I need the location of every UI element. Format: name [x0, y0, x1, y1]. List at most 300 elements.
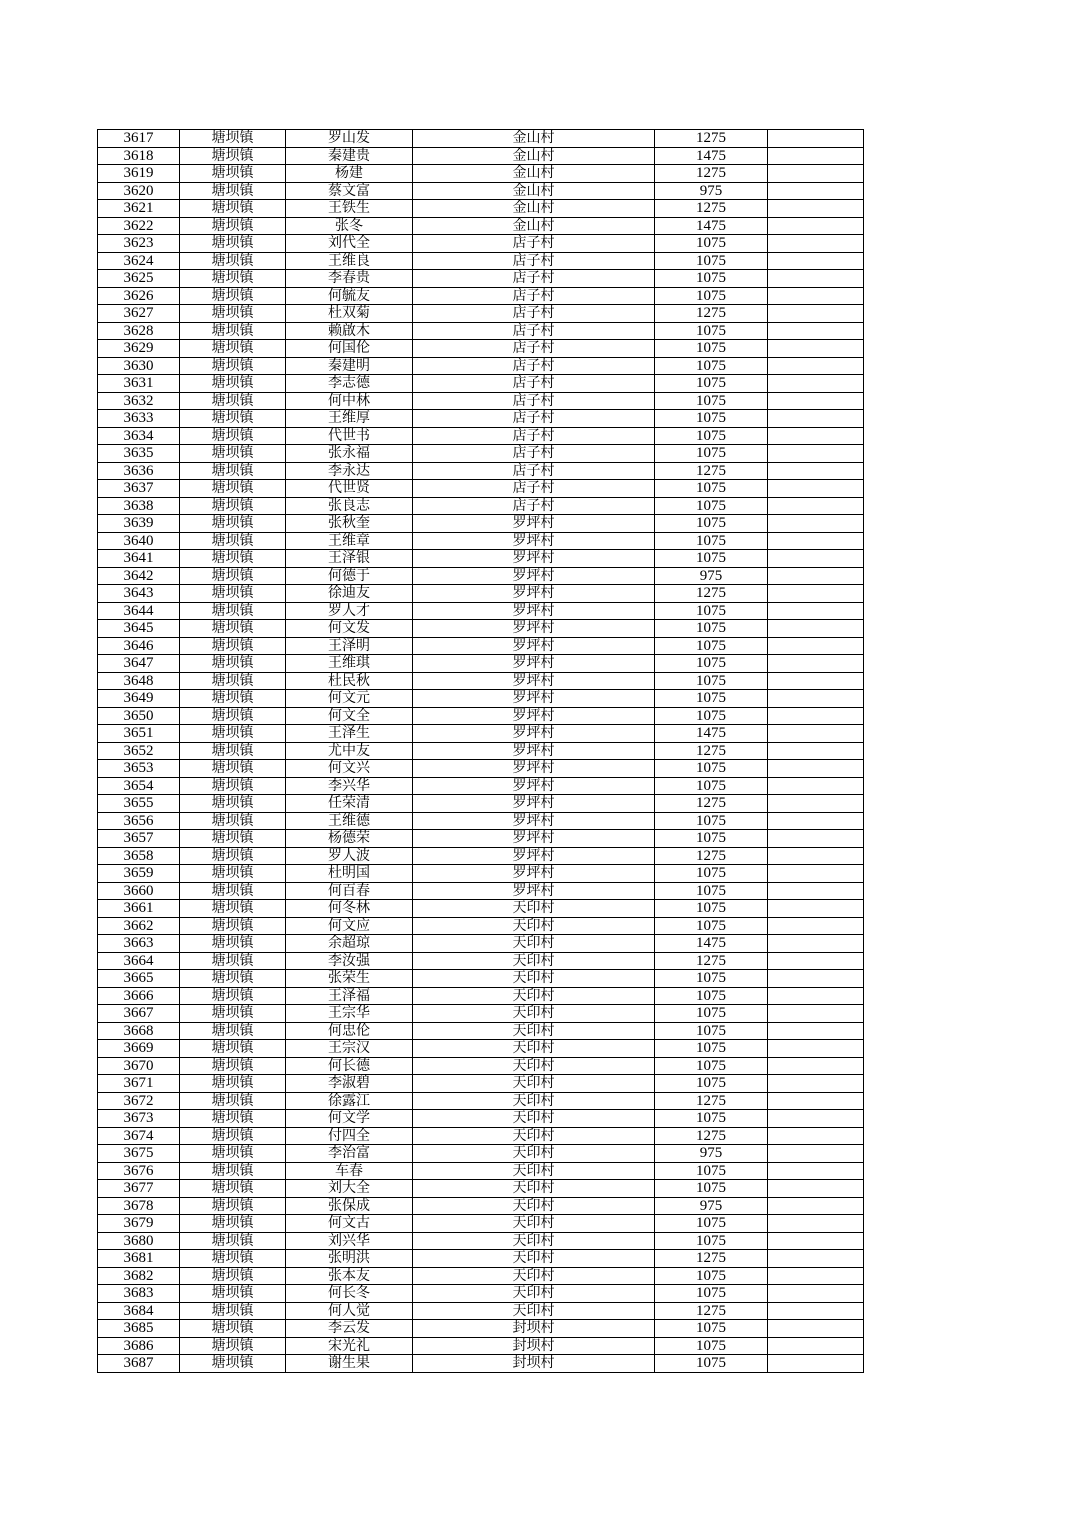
table-row	[98, 1197, 864, 1215]
table-row	[98, 935, 864, 953]
village-cell: 罗坪村	[413, 830, 655, 848]
remark-cell	[768, 392, 864, 410]
name-cell: 罗山发	[286, 130, 413, 148]
table-row	[98, 1267, 864, 1285]
serial-number-cell: 3647	[98, 655, 180, 673]
serial-number-cell: 3662	[98, 917, 180, 935]
town-cell: 塘坝镇	[180, 672, 286, 690]
town-cell: 塘坝镇	[180, 655, 286, 673]
village-cell: 店子村	[413, 357, 655, 375]
name-cell: 何冬林	[286, 900, 413, 918]
amount-cell: 1475	[655, 147, 768, 165]
town-cell: 塘坝镇	[180, 637, 286, 655]
town-cell: 塘坝镇	[180, 550, 286, 568]
name-cell: 王维琪	[286, 655, 413, 673]
name-cell: 何长冬	[286, 1285, 413, 1303]
name-cell: 杜民秋	[286, 672, 413, 690]
table-row	[98, 340, 864, 358]
remark-cell	[768, 585, 864, 603]
village-cell: 天印村	[413, 900, 655, 918]
name-cell: 尤中友	[286, 742, 413, 760]
serial-number-cell: 3627	[98, 305, 180, 323]
remark-cell	[768, 1215, 864, 1233]
name-cell: 代世贤	[286, 480, 413, 498]
amount-cell: 1075	[655, 532, 768, 550]
remark-cell	[768, 900, 864, 918]
village-cell: 封坝村	[413, 1337, 655, 1355]
town-cell: 塘坝镇	[180, 1320, 286, 1338]
name-cell: 蔡文富	[286, 182, 413, 200]
village-cell: 店子村	[413, 445, 655, 463]
amount-cell: 1275	[655, 462, 768, 480]
table-row	[98, 1302, 864, 1320]
serial-number-cell: 3683	[98, 1285, 180, 1303]
village-cell: 天印村	[413, 1145, 655, 1163]
village-cell: 金山村	[413, 130, 655, 148]
name-cell: 刘大全	[286, 1180, 413, 1198]
remark-cell	[768, 252, 864, 270]
town-cell: 塘坝镇	[180, 200, 286, 218]
remark-cell	[768, 322, 864, 340]
serial-number-cell: 3657	[98, 830, 180, 848]
name-cell: 何忠伦	[286, 1022, 413, 1040]
name-cell: 杜明国	[286, 865, 413, 883]
name-cell: 张秋奎	[286, 515, 413, 533]
town-cell: 塘坝镇	[180, 900, 286, 918]
name-cell: 刘代全	[286, 235, 413, 253]
table-row	[98, 550, 864, 568]
remark-cell	[768, 130, 864, 148]
amount-cell: 1075	[655, 655, 768, 673]
serial-number-cell: 3656	[98, 812, 180, 830]
village-cell: 罗坪村	[413, 690, 655, 708]
town-cell: 塘坝镇	[180, 130, 286, 148]
remark-cell	[768, 287, 864, 305]
table-row	[98, 147, 864, 165]
amount-cell: 1075	[655, 1337, 768, 1355]
table-row	[98, 1075, 864, 1093]
village-cell: 罗坪村	[413, 865, 655, 883]
town-cell: 塘坝镇	[180, 392, 286, 410]
remark-cell	[768, 550, 864, 568]
town-cell: 塘坝镇	[180, 935, 286, 953]
remark-cell	[768, 357, 864, 375]
village-cell: 天印村	[413, 935, 655, 953]
village-cell: 罗坪村	[413, 672, 655, 690]
table-row	[98, 322, 864, 340]
serial-number-cell: 3636	[98, 462, 180, 480]
amount-cell: 1075	[655, 270, 768, 288]
amount-cell: 1275	[655, 585, 768, 603]
name-cell: 李志德	[286, 375, 413, 393]
town-cell: 塘坝镇	[180, 707, 286, 725]
town-cell: 塘坝镇	[180, 515, 286, 533]
table-row	[98, 1232, 864, 1250]
name-cell: 秦建明	[286, 357, 413, 375]
name-cell: 杜双菊	[286, 305, 413, 323]
amount-cell: 1475	[655, 217, 768, 235]
town-cell: 塘坝镇	[180, 462, 286, 480]
town-cell: 塘坝镇	[180, 1267, 286, 1285]
name-cell: 刘兴华	[286, 1232, 413, 1250]
village-cell: 罗坪村	[413, 725, 655, 743]
village-cell: 天印村	[413, 1250, 655, 1268]
village-cell: 店子村	[413, 392, 655, 410]
amount-cell: 1075	[655, 987, 768, 1005]
amount-cell: 1075	[655, 917, 768, 935]
amount-cell: 1075	[655, 707, 768, 725]
name-cell: 李春贵	[286, 270, 413, 288]
village-cell: 罗坪村	[413, 707, 655, 725]
serial-number-cell: 3679	[98, 1215, 180, 1233]
name-cell: 何毓友	[286, 287, 413, 305]
town-cell: 塘坝镇	[180, 795, 286, 813]
amount-cell: 1075	[655, 1320, 768, 1338]
village-cell: 天印村	[413, 1127, 655, 1145]
village-cell: 金山村	[413, 147, 655, 165]
name-cell: 罗人才	[286, 602, 413, 620]
amount-cell: 1075	[655, 1215, 768, 1233]
name-cell: 李治富	[286, 1145, 413, 1163]
village-cell: 罗坪村	[413, 602, 655, 620]
amount-cell: 1475	[655, 935, 768, 953]
serial-number-cell: 3674	[98, 1127, 180, 1145]
name-cell: 王维厚	[286, 410, 413, 428]
table-row	[98, 480, 864, 498]
amount-cell: 1075	[655, 1005, 768, 1023]
amount-cell: 1075	[655, 322, 768, 340]
remark-cell	[768, 182, 864, 200]
name-cell: 何国伦	[286, 340, 413, 358]
town-cell: 塘坝镇	[180, 1127, 286, 1145]
remark-cell	[768, 707, 864, 725]
serial-number-cell: 3661	[98, 900, 180, 918]
remark-cell	[768, 952, 864, 970]
remark-cell	[768, 445, 864, 463]
amount-cell: 975	[655, 1145, 768, 1163]
remark-cell	[768, 515, 864, 533]
amount-cell: 1075	[655, 392, 768, 410]
village-cell: 罗坪村	[413, 515, 655, 533]
village-cell: 天印村	[413, 1285, 655, 1303]
village-cell: 封坝村	[413, 1355, 655, 1373]
table-row	[98, 1022, 864, 1040]
remark-cell	[768, 1075, 864, 1093]
remark-cell	[768, 375, 864, 393]
amount-cell: 1075	[655, 900, 768, 918]
name-cell: 李兴华	[286, 777, 413, 795]
village-cell: 罗坪村	[413, 847, 655, 865]
name-cell: 王泽明	[286, 637, 413, 655]
village-cell: 店子村	[413, 322, 655, 340]
village-cell: 天印村	[413, 1180, 655, 1198]
village-cell: 罗坪村	[413, 795, 655, 813]
table-row	[98, 1250, 864, 1268]
remark-cell	[768, 340, 864, 358]
village-cell: 店子村	[413, 480, 655, 498]
serial-number-cell: 3629	[98, 340, 180, 358]
village-cell: 天印村	[413, 1022, 655, 1040]
name-cell: 何人觉	[286, 1302, 413, 1320]
serial-number-cell: 3645	[98, 620, 180, 638]
town-cell: 塘坝镇	[180, 1197, 286, 1215]
remark-cell	[768, 655, 864, 673]
town-cell: 塘坝镇	[180, 777, 286, 795]
serial-number-cell: 3621	[98, 200, 180, 218]
serial-number-cell: 3685	[98, 1320, 180, 1338]
name-cell: 余超琼	[286, 935, 413, 953]
name-cell: 任荣清	[286, 795, 413, 813]
remark-cell	[768, 1250, 864, 1268]
serial-number-cell: 3634	[98, 427, 180, 445]
amount-cell: 1275	[655, 1302, 768, 1320]
village-cell: 天印村	[413, 1110, 655, 1128]
serial-number-cell: 3667	[98, 1005, 180, 1023]
table-row	[98, 725, 864, 743]
town-cell: 塘坝镇	[180, 1337, 286, 1355]
serial-number-cell: 3628	[98, 322, 180, 340]
village-cell: 店子村	[413, 235, 655, 253]
name-cell: 何文学	[286, 1110, 413, 1128]
town-cell: 塘坝镇	[180, 410, 286, 428]
village-cell: 天印村	[413, 1092, 655, 1110]
amount-cell: 1075	[655, 1022, 768, 1040]
town-cell: 塘坝镇	[180, 1057, 286, 1075]
serial-number-cell: 3670	[98, 1057, 180, 1075]
remark-cell	[768, 217, 864, 235]
table-row	[98, 182, 864, 200]
town-cell: 塘坝镇	[180, 1355, 286, 1373]
serial-number-cell: 3676	[98, 1162, 180, 1180]
serial-number-cell: 3682	[98, 1267, 180, 1285]
amount-cell: 975	[655, 1197, 768, 1215]
village-cell: 罗坪村	[413, 882, 655, 900]
serial-number-cell: 3673	[98, 1110, 180, 1128]
name-cell: 赖啟木	[286, 322, 413, 340]
remark-cell	[768, 935, 864, 953]
town-cell: 塘坝镇	[180, 865, 286, 883]
serial-number-cell: 3642	[98, 567, 180, 585]
table-row	[98, 620, 864, 638]
table-row	[98, 462, 864, 480]
remark-cell	[768, 602, 864, 620]
amount-cell: 1075	[655, 672, 768, 690]
table-row	[98, 1110, 864, 1128]
name-cell: 宋光礼	[286, 1337, 413, 1355]
town-cell: 塘坝镇	[180, 830, 286, 848]
town-cell: 塘坝镇	[180, 970, 286, 988]
table-row	[98, 777, 864, 795]
village-cell: 金山村	[413, 217, 655, 235]
table-row	[98, 690, 864, 708]
table-row	[98, 235, 864, 253]
remark-cell	[768, 567, 864, 585]
amount-cell: 1075	[655, 777, 768, 795]
amount-cell: 1075	[655, 1180, 768, 1198]
serial-number-cell: 3625	[98, 270, 180, 288]
village-cell: 店子村	[413, 410, 655, 428]
village-cell: 天印村	[413, 1057, 655, 1075]
remark-cell	[768, 497, 864, 515]
town-cell: 塘坝镇	[180, 1215, 286, 1233]
table-row	[98, 882, 864, 900]
name-cell: 王泽福	[286, 987, 413, 1005]
table-row	[98, 830, 864, 848]
town-cell: 塘坝镇	[180, 760, 286, 778]
name-cell: 李永达	[286, 462, 413, 480]
amount-cell: 975	[655, 182, 768, 200]
amount-cell: 1075	[655, 830, 768, 848]
village-cell: 天印村	[413, 1005, 655, 1023]
serial-number-cell: 3644	[98, 602, 180, 620]
name-cell: 王铁生	[286, 200, 413, 218]
town-cell: 塘坝镇	[180, 620, 286, 638]
amount-cell: 1075	[655, 1040, 768, 1058]
village-cell: 天印村	[413, 1267, 655, 1285]
amount-cell: 1075	[655, 882, 768, 900]
amount-cell: 1075	[655, 637, 768, 655]
table-row	[98, 952, 864, 970]
town-cell: 塘坝镇	[180, 1250, 286, 1268]
town-cell: 塘坝镇	[180, 427, 286, 445]
village-cell: 天印村	[413, 1162, 655, 1180]
remark-cell	[768, 1040, 864, 1058]
serial-number-cell: 3663	[98, 935, 180, 953]
town-cell: 塘坝镇	[180, 497, 286, 515]
remark-cell	[768, 865, 864, 883]
amount-cell: 1075	[655, 445, 768, 463]
table-row	[98, 655, 864, 673]
table-row	[98, 742, 864, 760]
remark-cell	[768, 1320, 864, 1338]
remark-cell	[768, 620, 864, 638]
remark-cell	[768, 1110, 864, 1128]
amount-cell: 1075	[655, 515, 768, 533]
serial-number-cell: 3649	[98, 690, 180, 708]
table-body	[98, 130, 864, 1373]
remark-cell	[768, 777, 864, 795]
amount-cell: 1075	[655, 550, 768, 568]
amount-cell: 1275	[655, 1127, 768, 1145]
table-row	[98, 1092, 864, 1110]
town-cell: 塘坝镇	[180, 1022, 286, 1040]
town-cell: 塘坝镇	[180, 987, 286, 1005]
village-cell: 天印村	[413, 987, 655, 1005]
serial-number-cell: 3678	[98, 1197, 180, 1215]
remark-cell	[768, 1162, 864, 1180]
remark-cell	[768, 1337, 864, 1355]
table-row	[98, 270, 864, 288]
remark-cell	[768, 1267, 864, 1285]
amount-cell: 1275	[655, 305, 768, 323]
remark-cell	[768, 987, 864, 1005]
village-cell: 店子村	[413, 497, 655, 515]
amount-cell: 1275	[655, 130, 768, 148]
town-cell: 塘坝镇	[180, 847, 286, 865]
remark-cell	[768, 462, 864, 480]
serial-number-cell: 3660	[98, 882, 180, 900]
table-row	[98, 1285, 864, 1303]
remark-cell	[768, 532, 864, 550]
town-cell: 塘坝镇	[180, 217, 286, 235]
amount-cell: 1075	[655, 375, 768, 393]
table-row	[98, 707, 864, 725]
village-cell: 天印村	[413, 1075, 655, 1093]
name-cell: 张本友	[286, 1267, 413, 1285]
table-row	[98, 410, 864, 428]
town-cell: 塘坝镇	[180, 532, 286, 550]
amount-cell: 1075	[655, 760, 768, 778]
table-row	[98, 217, 864, 235]
town-cell: 塘坝镇	[180, 1232, 286, 1250]
remark-cell	[768, 917, 864, 935]
town-cell: 塘坝镇	[180, 1092, 286, 1110]
serial-number-cell: 3664	[98, 952, 180, 970]
table-row	[98, 1145, 864, 1163]
serial-number-cell: 3658	[98, 847, 180, 865]
table-row	[98, 532, 864, 550]
serial-number-cell: 3671	[98, 1075, 180, 1093]
remark-cell	[768, 1232, 864, 1250]
amount-cell: 1075	[655, 357, 768, 375]
remark-cell	[768, 690, 864, 708]
village-cell: 罗坪村	[413, 637, 655, 655]
remark-cell	[768, 427, 864, 445]
serial-number-cell: 3677	[98, 1180, 180, 1198]
village-cell: 天印村	[413, 1040, 655, 1058]
remark-cell	[768, 1057, 864, 1075]
amount-cell: 1075	[655, 620, 768, 638]
table-row	[98, 900, 864, 918]
serial-number-cell: 3680	[98, 1232, 180, 1250]
amount-cell: 1075	[655, 1110, 768, 1128]
remark-cell	[768, 270, 864, 288]
serial-number-cell: 3684	[98, 1302, 180, 1320]
serial-number-cell: 3686	[98, 1337, 180, 1355]
serial-number-cell: 3635	[98, 445, 180, 463]
table-row	[98, 1162, 864, 1180]
village-cell: 店子村	[413, 427, 655, 445]
serial-number-cell: 3666	[98, 987, 180, 1005]
town-cell: 塘坝镇	[180, 375, 286, 393]
name-cell: 杨德荣	[286, 830, 413, 848]
remark-cell	[768, 672, 864, 690]
serial-number-cell: 3650	[98, 707, 180, 725]
name-cell: 何中林	[286, 392, 413, 410]
village-cell: 店子村	[413, 270, 655, 288]
serial-number-cell: 3641	[98, 550, 180, 568]
name-cell: 张保成	[286, 1197, 413, 1215]
table-row	[98, 1215, 864, 1233]
village-cell: 店子村	[413, 305, 655, 323]
remark-cell	[768, 1197, 864, 1215]
town-cell: 塘坝镇	[180, 305, 286, 323]
table-row	[98, 1337, 864, 1355]
town-cell: 塘坝镇	[180, 1285, 286, 1303]
village-cell: 天印村	[413, 1215, 655, 1233]
table-row	[98, 1005, 864, 1023]
name-cell: 谢生果	[286, 1355, 413, 1373]
town-cell: 塘坝镇	[180, 567, 286, 585]
remark-cell	[768, 480, 864, 498]
village-cell: 天印村	[413, 917, 655, 935]
serial-number-cell: 3618	[98, 147, 180, 165]
town-cell: 塘坝镇	[180, 882, 286, 900]
name-cell: 徐露江	[286, 1092, 413, 1110]
table-row	[98, 970, 864, 988]
town-cell: 塘坝镇	[180, 270, 286, 288]
village-cell: 天印村	[413, 1197, 655, 1215]
